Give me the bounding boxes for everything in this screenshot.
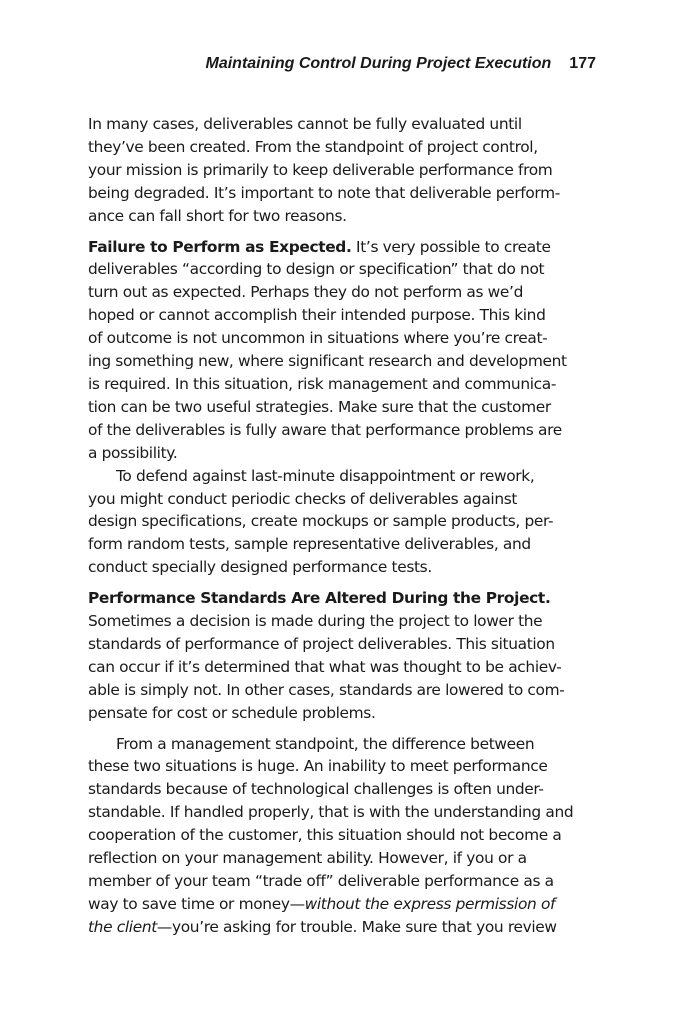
emphasis-text: the client bbox=[88, 917, 157, 936]
text-line: of the deliverables is fully aware that performance problems are bbox=[88, 420, 562, 439]
text-line: deliverables “according to design or specification” that do not bbox=[88, 260, 545, 279]
text-line bbox=[88, 236, 598, 259]
text-line: able is simply not. In other cases, standards are lowered to com- bbox=[88, 680, 565, 699]
text-line: design specifications, create mockups or sample products, per- bbox=[88, 512, 554, 531]
text-line: standards of performance of project deliverables. This situation bbox=[88, 634, 555, 653]
text-line: pensate for cost or schedule problems. bbox=[88, 703, 376, 722]
paragraph-management-standpoint bbox=[88, 733, 598, 939]
text-line: these two situations is huge. An inability to meet performance bbox=[88, 757, 548, 776]
text-line: they’ve been created. From the standpoint of project control, bbox=[88, 137, 538, 156]
text-line: In many cases, deliverables cannot be fully evaluated until bbox=[88, 115, 522, 133]
text-line: being degraded. It’s important to note that deliverable perform- bbox=[88, 183, 560, 202]
text-line: reflection on your management ability. However, if you or a bbox=[88, 849, 527, 868]
text-line: Sometimes a decision is made during the project to lower the bbox=[88, 612, 543, 631]
text-run: It’s very possible to create bbox=[351, 237, 551, 256]
text-line: ing something new, where significant research and development bbox=[88, 352, 567, 371]
text-line: you might conduct periodic checks of deliverables against bbox=[88, 489, 518, 508]
text-line: standards because of technological challenges is often under- bbox=[88, 780, 544, 799]
text-line: ance can fall short for two reasons. bbox=[88, 206, 347, 225]
run-in-heading: Failure to Perform as Expected. bbox=[88, 237, 352, 256]
text-line: hoped or cannot accomplish their intended purpose. This kind bbox=[88, 306, 546, 325]
text-line: conduct specially designed performance tests. bbox=[88, 558, 432, 577]
text-line: To defend against last-minute disappointment or rework, bbox=[116, 466, 535, 485]
text-line: member of your team “trade off” deliverable performance as a bbox=[88, 872, 554, 890]
text-line: form random tests, sample representative deliverables, and bbox=[88, 535, 531, 554]
text-line: a possibility. bbox=[88, 443, 178, 462]
text-line bbox=[88, 916, 598, 939]
paragraph-defend bbox=[88, 465, 598, 580]
text-line: is required. In this situation, risk management and communica- bbox=[88, 374, 557, 393]
text-line: From a management standpoint, the difference between bbox=[116, 734, 535, 753]
body-text bbox=[88, 113, 598, 939]
paragraph-standards-altered bbox=[88, 587, 598, 724]
text-line: cooperation of the customer, this situation should not become a bbox=[88, 826, 562, 845]
running-header bbox=[0, 54, 596, 74]
paragraph-failure-to-perform bbox=[88, 236, 598, 465]
run-in-heading: Performance Standards Are Altered During the Project. bbox=[88, 589, 551, 608]
text-run: way to save time or money— bbox=[88, 894, 305, 913]
text-run: —you’re asking for trouble. Make sure that you review bbox=[156, 917, 557, 936]
page-number: 177 bbox=[569, 55, 596, 72]
text-line: turn out as expected. Perhaps they do not perform as we’d bbox=[88, 283, 524, 302]
text-line: standable. If handled properly, that is with the understanding and bbox=[88, 803, 574, 822]
text-line: can occur if it’s determined that what was thought to be achiev- bbox=[88, 657, 562, 676]
emphasis-text: without the express permission of bbox=[304, 894, 556, 913]
text-line: of outcome is not uncommon in situations where you’re creat- bbox=[88, 329, 548, 348]
paragraph-intro bbox=[88, 113, 598, 228]
running-header-title: Maintaining Control During Project Execution bbox=[205, 55, 552, 72]
text-line: your mission is primarily to keep deliverable performance from bbox=[88, 160, 553, 179]
text-line bbox=[88, 893, 598, 916]
text-line: tion can be two useful strategies. Make sure that the customer bbox=[88, 397, 551, 416]
